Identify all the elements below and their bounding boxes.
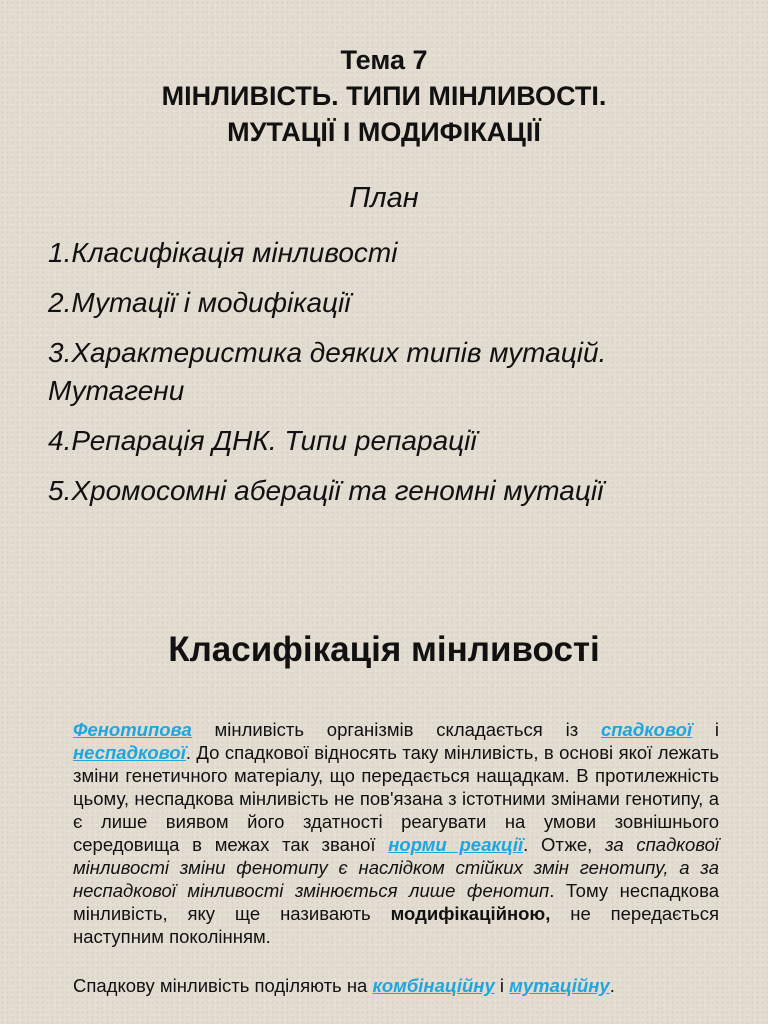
term-combinative: комбінаційну [372, 975, 495, 996]
term-hereditary: спадкової [600, 719, 693, 740]
title-line-mutations: МУТАЦІЇ І МОДИФІКАЦІЇ [227, 117, 541, 147]
text-segment: . До спадкової відносять таку мінливість, в основі якої лежать зміни генетичного матеріалу, що передається нащадкам. В протилежність цьому, неспадкова мінливість не пов'язана з істотними змінами генотипу, а є лише виявом його здатності реагувати на умови зовнішнього середовища в межах так званої [73, 742, 719, 855]
plan-list [48, 234, 748, 522]
section-title: Класифікація мінливості [168, 630, 600, 669]
term-modification: модифікаційною, [390, 903, 551, 924]
slide-classification [0, 600, 768, 1024]
body-paragraph-1 [73, 718, 719, 948]
plan-item-2: 2.Мутації і модифікації [48, 287, 351, 318]
plan-item-3: 3.Характеристика деяких типів мутацій. Мутагени [48, 337, 607, 406]
text-segment: і [692, 719, 719, 740]
slide-title [0, 42, 768, 150]
italic-statement: за спадкової мінливості зміни фенотипу є наслідком стійких змін генотипу, а за неспадкової мінливості змінюється лише фенотип [73, 834, 719, 901]
text-segment: . [609, 975, 615, 996]
term-non-hereditary: неспадкової [73, 742, 186, 763]
plan-label: План [349, 182, 419, 214]
term-reaction-norm: норми реакції [388, 834, 524, 855]
plan-item-5: 5.Хромосомні аберації та геномні мутації [48, 475, 604, 506]
term-mutational: мутаційну [509, 975, 610, 996]
body-paragraph-2 [73, 974, 719, 997]
text-segment: мінливість організмів складається із [191, 719, 601, 740]
title-line-variability: МІНЛИВІСТЬ. ТИПИ МІНЛИВОСТІ. [161, 81, 607, 111]
title-line-topic: Тема 7 [340, 45, 428, 75]
plan-item-4: 4.Репарація ДНК. Типи репарації [48, 425, 477, 456]
text-segment: . Отже, [523, 834, 605, 855]
text-segment: не передається наступним поколінням. [73, 903, 719, 947]
term-phenotypic: Фенотипова [73, 719, 192, 740]
plan-item-1: 1.Класифікація мінливості [48, 237, 398, 268]
text-segment: і [494, 975, 510, 996]
text-segment: . Тому неспадкова мінливість, яку ще називають [73, 880, 719, 924]
text-segment: Спадкову мінливість поділяють на [73, 975, 373, 996]
